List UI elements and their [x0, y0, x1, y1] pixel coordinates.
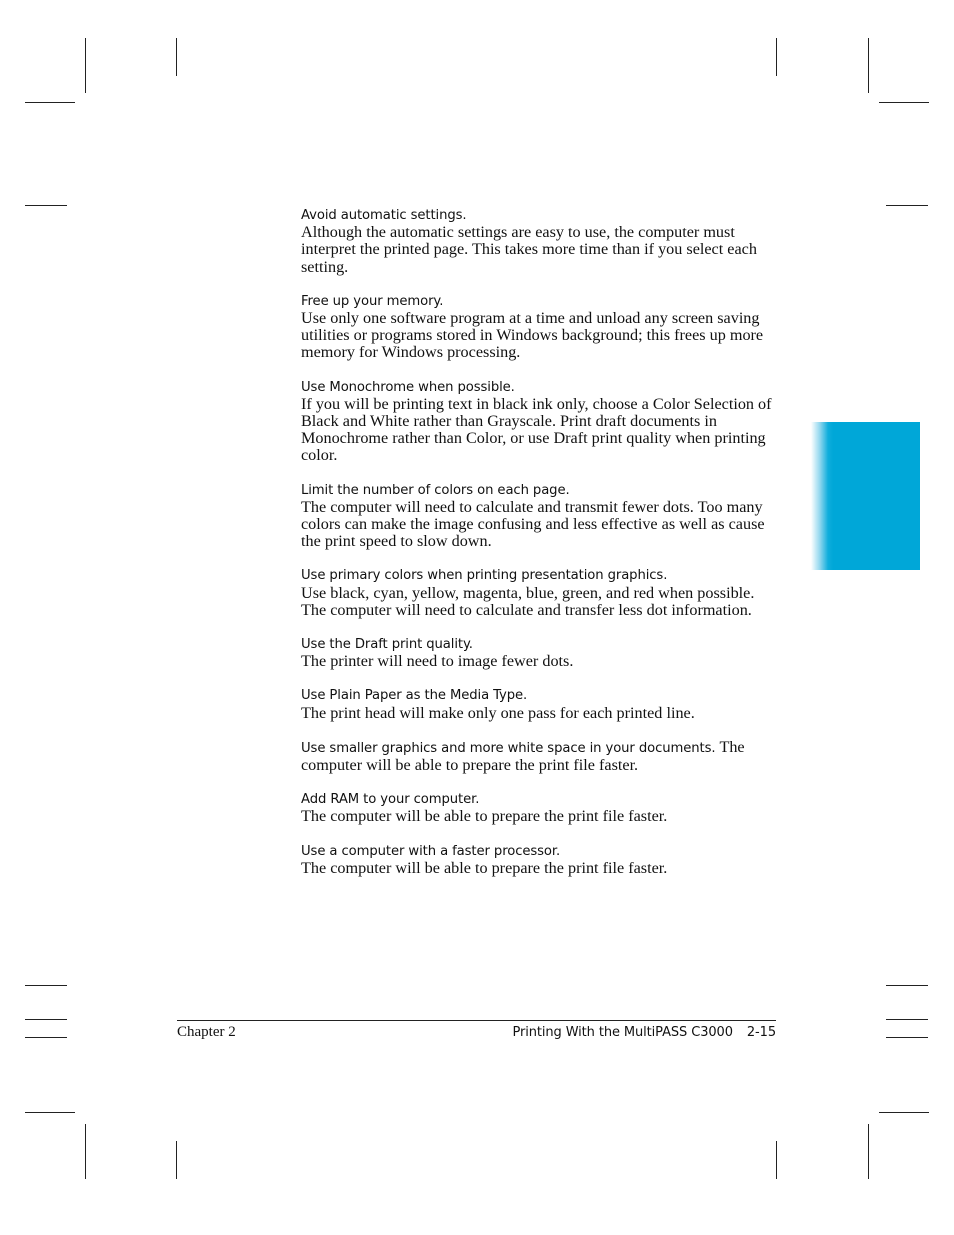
crop-mark: [886, 1019, 928, 1020]
crop-mark: [25, 102, 75, 103]
tip-section: [301, 207, 781, 276]
tip-section: [301, 567, 781, 619]
tip-text: The computer will be able to prepare the print file faster.: [301, 737, 745, 775]
tip-text: If you will be printing text in black ink only, choose a Color Selection of Black and White rather than Grayscale. Print draft documents in Monochrome rather than Color, or use Draft print quality when printing color.: [301, 394, 772, 465]
crop-mark: [25, 205, 67, 206]
tip-section: [301, 687, 781, 721]
tip-heading: Avoid automatic settings.: [301, 208, 467, 223]
tip-heading: Use Plain Paper as the Media Type.: [301, 688, 528, 704]
crop-mark: [776, 38, 777, 76]
tip-heading: Use the Draft print quality.: [301, 637, 473, 653]
crop-mark: [886, 1037, 928, 1038]
tip-text: The printer will need to image fewer dots.: [301, 652, 574, 671]
tip-section: [301, 482, 781, 551]
tip-section: [301, 293, 781, 362]
footer-title: Printing With the MultiPASS C3000: [512, 1025, 733, 1040]
crop-mark: [85, 38, 86, 93]
crop-mark: [868, 38, 869, 93]
tips-list: [301, 207, 781, 894]
crop-mark: [85, 1124, 86, 1179]
footer-rule: [177, 1020, 776, 1021]
crop-mark: [25, 985, 67, 986]
tip-text: The computer will need to calculate and transmit fewer dots. Too many colors can make the image confusing and less effective as well as cause the print speed to slow down.: [301, 497, 765, 551]
tip-heading: Limit the number of colors on each page.: [301, 482, 570, 498]
footer-running-title: [512, 1025, 776, 1040]
tip-section: [301, 791, 781, 825]
crop-mark: [868, 1124, 869, 1179]
crop-mark: [176, 1141, 177, 1179]
tip-text: Although the automatic settings are easy to use, the computer must interpret the printed page. This takes more time than if you select each setting.: [301, 223, 757, 276]
crop-mark: [25, 1037, 67, 1038]
tip-heading: Free up your memory.: [301, 293, 444, 309]
tip-text: Use only one software program at a time and unload any screen saving utilities or programs stored in Windows background; this frees up more memory for Windows processing.: [301, 309, 764, 362]
tip-heading: Use primary colors when printing presentation graphics.: [301, 568, 668, 584]
tip-section: [301, 636, 781, 670]
tip-heading: Use Monochrome when possible.: [301, 379, 515, 395]
crop-mark: [879, 102, 929, 103]
page-number: 2-15: [746, 1025, 776, 1040]
crop-mark: [25, 1019, 67, 1020]
tip-section: [301, 379, 781, 465]
tip-text: The computer will be able to prepare the print file faster.: [301, 858, 668, 877]
crop-mark: [886, 985, 928, 986]
tip-section: [301, 843, 781, 877]
crop-mark: [25, 1112, 75, 1113]
tip-section: [301, 739, 781, 774]
tip-text: The print head will make only one pass for each printed line.: [301, 703, 695, 722]
crop-mark: [879, 1112, 929, 1113]
tip-text: Use black, cyan, yellow, magenta, blue, green, and red when possible. The computer will need to calculate and transfer less dot information.: [301, 583, 755, 619]
tip-heading: Add RAM to your computer.: [301, 792, 480, 808]
crop-mark: [776, 1141, 777, 1179]
footer-chapter: Chapter 2: [177, 1024, 236, 1040]
tip-heading: Use a computer with a faster processor.: [301, 843, 561, 859]
tip-heading: Use smaller graphics and more white space in your documents.: [301, 740, 716, 756]
tip-text: The computer will be able to prepare the print file faster.: [301, 807, 668, 826]
crop-mark: [886, 205, 928, 206]
crop-mark: [176, 38, 177, 76]
chapter-tab: [811, 422, 920, 570]
